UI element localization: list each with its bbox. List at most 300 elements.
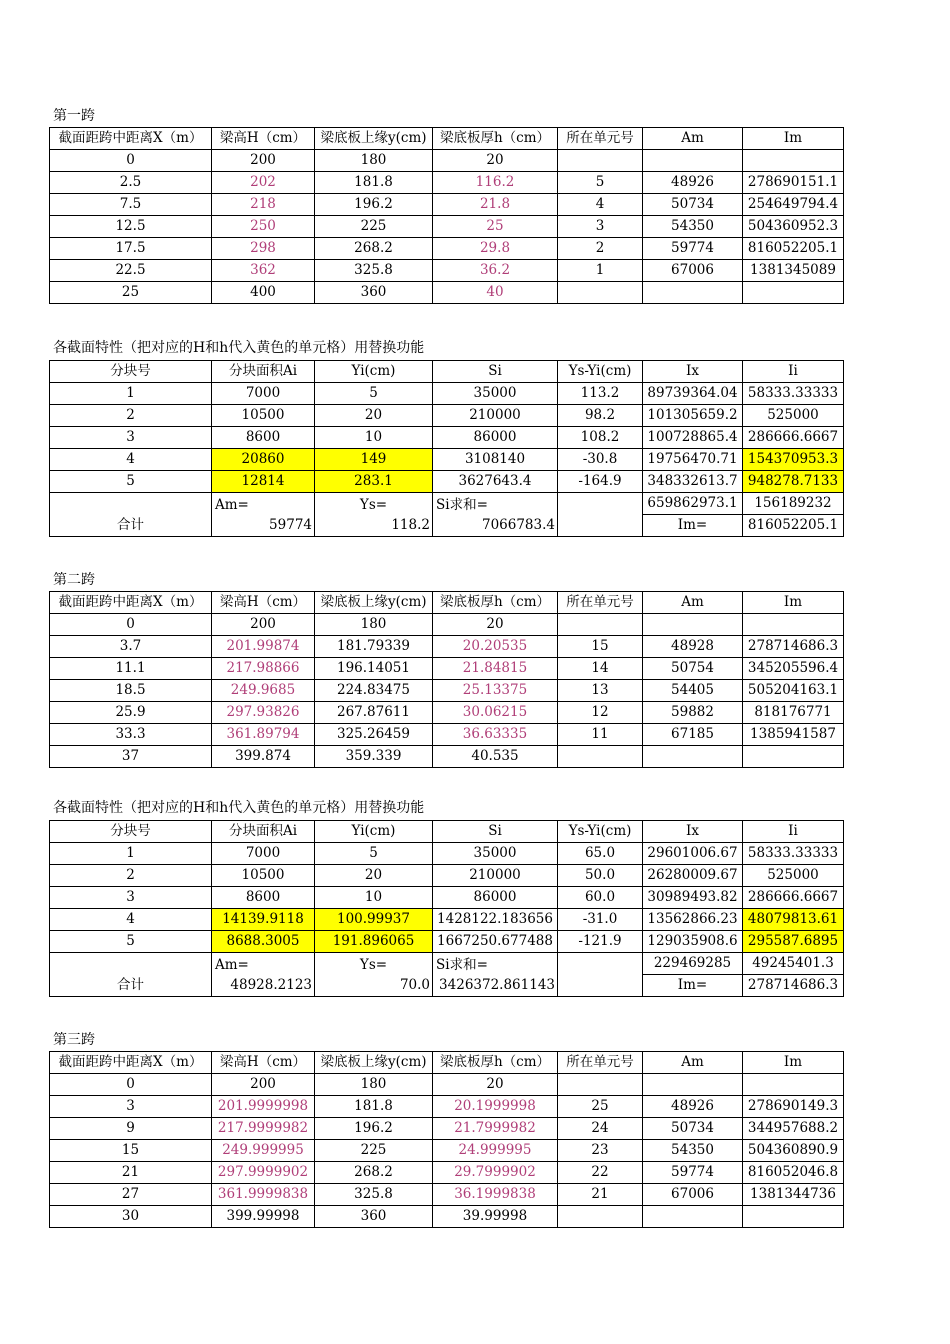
table-cell: 816052046.8 bbox=[743, 1162, 844, 1184]
table-cell: 361.89794 bbox=[212, 724, 315, 746]
table-cell: 20 bbox=[433, 614, 558, 636]
table-row bbox=[50, 680, 844, 702]
table-cell: 225 bbox=[315, 216, 433, 238]
table-cell: 21.84815 bbox=[433, 658, 558, 680]
table-cell: 54405 bbox=[643, 680, 743, 702]
table-cell: 2 bbox=[558, 238, 643, 260]
table-cell: 816052205.1 bbox=[743, 238, 844, 260]
header-cell: 分块面积Ai bbox=[212, 821, 315, 843]
table-cell: 59774 bbox=[643, 1162, 743, 1184]
header-cell: 截面距跨中距离X（m） bbox=[50, 1052, 212, 1074]
table-cell: 948278.7133 bbox=[743, 471, 844, 493]
table-cell: 210000 bbox=[433, 405, 558, 427]
table-cell: 286666.6667 bbox=[743, 427, 844, 449]
span1-section-caption: 各截面特性（把对应的H和h代入黄色的单元格）用替换功能 bbox=[53, 340, 425, 356]
table-cell: 108.2 bbox=[558, 427, 643, 449]
table-cell: 191.896065 bbox=[315, 931, 433, 953]
table-cell bbox=[558, 1074, 643, 1096]
table-cell: 254649794.4 bbox=[743, 194, 844, 216]
table-row bbox=[50, 238, 844, 260]
table-cell: 217.9999982 bbox=[212, 1118, 315, 1140]
table-cell: 50754 bbox=[643, 658, 743, 680]
table-cell: 196.2 bbox=[315, 1118, 433, 1140]
table-cell: 40.535 bbox=[433, 746, 558, 768]
table-row bbox=[50, 1118, 844, 1140]
table-row bbox=[50, 383, 844, 405]
table-cell bbox=[558, 746, 643, 768]
table-cell: 180 bbox=[315, 1074, 433, 1096]
table-cell: 325.8 bbox=[315, 260, 433, 282]
header-cell: Im bbox=[743, 592, 844, 614]
ii-sum: 49245401.3 bbox=[743, 953, 844, 975]
table-cell: -30.8 bbox=[558, 449, 643, 471]
table-cell: 818176771 bbox=[743, 702, 844, 724]
table-cell: 4 bbox=[50, 909, 212, 931]
table-cell: 48079813.61 bbox=[743, 909, 844, 931]
header-cell: 分块面积Ai bbox=[212, 361, 315, 383]
table-cell: 48926 bbox=[643, 1096, 743, 1118]
table-cell: 298 bbox=[212, 238, 315, 260]
table-cell: 36.2 bbox=[433, 260, 558, 282]
table-cell: 129035908.6 bbox=[643, 931, 743, 953]
table-cell: 3 bbox=[50, 427, 212, 449]
table-cell: 25.9 bbox=[50, 702, 212, 724]
im-label: Im= bbox=[643, 515, 743, 537]
table-cell: 12 bbox=[558, 702, 643, 724]
table-row bbox=[50, 1096, 844, 1118]
table-cell: 3.7 bbox=[50, 636, 212, 658]
span1-table bbox=[49, 127, 844, 304]
table-cell: 58333.33333 bbox=[743, 843, 844, 865]
table-cell: 67006 bbox=[643, 1184, 743, 1206]
ys-label: Ys= bbox=[359, 956, 388, 973]
table-cell: 218 bbox=[212, 194, 315, 216]
table-cell: 361.9999838 bbox=[212, 1184, 315, 1206]
table-cell: 217.98866 bbox=[212, 658, 315, 680]
header-cell: Am bbox=[643, 128, 743, 150]
header-cell: Ys-Yi(cm) bbox=[558, 821, 643, 843]
table-cell: 7000 bbox=[212, 383, 315, 405]
table-cell: 26280009.67 bbox=[643, 865, 743, 887]
ys-label: Ys= bbox=[359, 496, 388, 513]
table-cell: 30989493.82 bbox=[643, 887, 743, 909]
table-cell bbox=[643, 1074, 743, 1096]
table-cell: 113.2 bbox=[558, 383, 643, 405]
header-cell: Yi(cm) bbox=[315, 361, 433, 383]
im-value: 278714686.3 bbox=[743, 975, 844, 997]
header-cell: 截面距跨中距离X（m） bbox=[50, 128, 212, 150]
table-cell: 1667250.677488 bbox=[433, 931, 558, 953]
table-row bbox=[50, 887, 844, 909]
table-cell: 8688.3005 bbox=[212, 931, 315, 953]
header-cell: Ys-Yi(cm) bbox=[558, 361, 643, 383]
table-cell: 267.87611 bbox=[315, 702, 433, 724]
table-cell: -164.9 bbox=[558, 471, 643, 493]
table-cell: 5 bbox=[50, 471, 212, 493]
span2-table bbox=[49, 591, 844, 768]
span2-totals-row-a bbox=[50, 953, 844, 975]
table-cell: 286666.6667 bbox=[743, 887, 844, 909]
table-row bbox=[50, 1074, 844, 1096]
header-cell: Ix bbox=[643, 361, 743, 383]
table-cell: 400 bbox=[212, 282, 315, 304]
table-cell: 37 bbox=[50, 746, 212, 768]
table-cell: 25 bbox=[433, 216, 558, 238]
si-cell bbox=[433, 953, 558, 997]
table-row bbox=[50, 1206, 844, 1228]
empty-cell bbox=[558, 953, 643, 997]
table-cell: 200 bbox=[212, 614, 315, 636]
table-row bbox=[50, 865, 844, 887]
table-cell: 35000 bbox=[433, 383, 558, 405]
table-row bbox=[50, 427, 844, 449]
header-cell: Ii bbox=[743, 361, 844, 383]
table-cell: 10500 bbox=[212, 865, 315, 887]
table-cell: 249.999995 bbox=[212, 1140, 315, 1162]
table-row bbox=[50, 150, 844, 172]
table-cell: 154370953.3 bbox=[743, 449, 844, 471]
table-cell bbox=[558, 282, 643, 304]
table-cell: 23 bbox=[558, 1140, 643, 1162]
table-cell: 525000 bbox=[743, 865, 844, 887]
ys-cell bbox=[315, 953, 433, 997]
table-row bbox=[50, 282, 844, 304]
table-cell: 297.93826 bbox=[212, 702, 315, 724]
table-cell: 65.0 bbox=[558, 843, 643, 865]
table-row bbox=[50, 636, 844, 658]
table-cell bbox=[558, 614, 643, 636]
table-cell: 58333.33333 bbox=[743, 383, 844, 405]
table-cell: 1 bbox=[50, 383, 212, 405]
im-label: Im= bbox=[643, 975, 743, 997]
table-cell: 1 bbox=[558, 260, 643, 282]
table-cell bbox=[743, 1206, 844, 1228]
table-cell bbox=[643, 746, 743, 768]
header-cell: Am bbox=[643, 592, 743, 614]
header-cell: Ix bbox=[643, 821, 743, 843]
table-cell: 224.83475 bbox=[315, 680, 433, 702]
table-cell: 0 bbox=[50, 614, 212, 636]
table-cell: 5 bbox=[315, 383, 433, 405]
table-cell: 50.0 bbox=[558, 865, 643, 887]
table-cell: 25.13375 bbox=[433, 680, 558, 702]
header-cell: 梁底板上缘y(cm) bbox=[315, 128, 433, 150]
table-row bbox=[50, 724, 844, 746]
table-cell: 297.9999902 bbox=[212, 1162, 315, 1184]
table-cell: 5 bbox=[50, 931, 212, 953]
table-cell: 362 bbox=[212, 260, 315, 282]
table-cell: 196.2 bbox=[315, 194, 433, 216]
header-cell: 梁底板厚h（cm） bbox=[433, 128, 558, 150]
ys-value: 118.2 bbox=[391, 516, 430, 533]
ii-sum: 156189232 bbox=[743, 493, 844, 515]
table-row bbox=[50, 449, 844, 471]
table-cell: 21 bbox=[558, 1184, 643, 1206]
table-cell bbox=[643, 614, 743, 636]
table-cell: 359.339 bbox=[315, 746, 433, 768]
table-cell: 59774 bbox=[643, 238, 743, 260]
table-cell: 40 bbox=[433, 282, 558, 304]
table-cell: 505204163.1 bbox=[743, 680, 844, 702]
table-cell: 22.5 bbox=[50, 260, 212, 282]
header-cell: 分块号 bbox=[50, 361, 212, 383]
table-cell: 25 bbox=[50, 282, 212, 304]
header-cell: 所在单元号 bbox=[558, 1052, 643, 1074]
table-cell: 59882 bbox=[643, 702, 743, 724]
table-cell bbox=[643, 1206, 743, 1228]
header-cell: Im bbox=[743, 128, 844, 150]
ys-value: 70.0 bbox=[399, 976, 430, 993]
table-cell: 50734 bbox=[643, 1118, 743, 1140]
table-cell: 29.8 bbox=[433, 238, 558, 260]
table-cell: 22 bbox=[558, 1162, 643, 1184]
header-cell: 所在单元号 bbox=[558, 592, 643, 614]
header-cell: Am bbox=[643, 1052, 743, 1074]
table-cell: 8600 bbox=[212, 427, 315, 449]
table-cell: 201.9999998 bbox=[212, 1096, 315, 1118]
table-cell: 29601006.67 bbox=[643, 843, 743, 865]
table-cell: 11 bbox=[558, 724, 643, 746]
table-cell: 21.7999982 bbox=[433, 1118, 558, 1140]
header-cell: 梁底板厚h（cm） bbox=[433, 1052, 558, 1074]
table-cell bbox=[743, 746, 844, 768]
table-cell: 100728865.4 bbox=[643, 427, 743, 449]
span3-table bbox=[49, 1051, 844, 1228]
table-row bbox=[50, 702, 844, 724]
table-cell: 89739364.04 bbox=[643, 383, 743, 405]
span1-title: 第一跨 bbox=[53, 108, 95, 124]
table-cell: 86000 bbox=[433, 887, 558, 909]
header-cell: Si bbox=[433, 361, 558, 383]
am-cell bbox=[212, 953, 315, 997]
table-cell: 10 bbox=[315, 887, 433, 909]
table-cell bbox=[743, 614, 844, 636]
table-cell: 54350 bbox=[643, 216, 743, 238]
header-cell: 分块号 bbox=[50, 821, 212, 843]
table-cell: 33.3 bbox=[50, 724, 212, 746]
table-cell bbox=[643, 150, 743, 172]
table-cell: 48926 bbox=[643, 172, 743, 194]
table-cell: 10500 bbox=[212, 405, 315, 427]
total-label: 合计 bbox=[50, 493, 212, 537]
span3-header-row bbox=[50, 1052, 844, 1074]
table-row bbox=[50, 194, 844, 216]
table-cell: 25 bbox=[558, 1096, 643, 1118]
table-row bbox=[50, 1140, 844, 1162]
table-cell: 2 bbox=[50, 865, 212, 887]
table-row bbox=[50, 172, 844, 194]
table-cell: 101305659.2 bbox=[643, 405, 743, 427]
table-row bbox=[50, 909, 844, 931]
header-cell: Si bbox=[433, 821, 558, 843]
table-row bbox=[50, 931, 844, 953]
table-cell: 225 bbox=[315, 1140, 433, 1162]
table-cell: 20.20535 bbox=[433, 636, 558, 658]
si-label: Si求和= bbox=[436, 956, 488, 973]
table-cell: 181.79339 bbox=[315, 636, 433, 658]
table-cell bbox=[558, 150, 643, 172]
table-cell: 360 bbox=[315, 1206, 433, 1228]
table-cell: 67006 bbox=[643, 260, 743, 282]
table-cell: -31.0 bbox=[558, 909, 643, 931]
table-cell: 210000 bbox=[433, 865, 558, 887]
si-value: 7066783.4 bbox=[481, 516, 555, 533]
table-cell: 3 bbox=[50, 887, 212, 909]
table-cell: 11.1 bbox=[50, 658, 212, 680]
table-cell: 98.2 bbox=[558, 405, 643, 427]
table-cell: 278714686.3 bbox=[743, 636, 844, 658]
table-cell: 12.5 bbox=[50, 216, 212, 238]
table-cell: 10 bbox=[315, 427, 433, 449]
table-cell: 3108140 bbox=[433, 449, 558, 471]
table-cell: 201.99874 bbox=[212, 636, 315, 658]
header-cell: 梁高H（cm） bbox=[212, 128, 315, 150]
table-row bbox=[50, 614, 844, 636]
table-cell: 360 bbox=[315, 282, 433, 304]
table-row bbox=[50, 1184, 844, 1206]
table-cell bbox=[558, 1206, 643, 1228]
table-cell: 67185 bbox=[643, 724, 743, 746]
table-cell: 36.63335 bbox=[433, 724, 558, 746]
table-cell bbox=[643, 282, 743, 304]
table-cell: -121.9 bbox=[558, 931, 643, 953]
table-cell: 1381345089 bbox=[743, 260, 844, 282]
header-cell: Im bbox=[743, 1052, 844, 1074]
table-cell: 5 bbox=[558, 172, 643, 194]
span1-header-row bbox=[50, 128, 844, 150]
table-cell: 180 bbox=[315, 614, 433, 636]
table-row bbox=[50, 843, 844, 865]
table-cell: 345205596.4 bbox=[743, 658, 844, 680]
am-label: Am= bbox=[215, 956, 249, 973]
table-cell: 278690151.1 bbox=[743, 172, 844, 194]
header-cell: Yi(cm) bbox=[315, 821, 433, 843]
table-cell: 4 bbox=[558, 194, 643, 216]
table-cell: 3627643.4 bbox=[433, 471, 558, 493]
table-cell: 180 bbox=[315, 150, 433, 172]
table-cell: 325.8 bbox=[315, 1184, 433, 1206]
table-row bbox=[50, 658, 844, 680]
ix-sum: 659862973.1 bbox=[643, 493, 743, 515]
table-cell: 250 bbox=[212, 216, 315, 238]
table-cell: 1 bbox=[50, 843, 212, 865]
table-cell: 35000 bbox=[433, 843, 558, 865]
span1-props-table bbox=[49, 360, 844, 537]
header-cell: 所在单元号 bbox=[558, 128, 643, 150]
span3-title: 第三跨 bbox=[53, 1032, 95, 1048]
si-label: Si求和= bbox=[436, 496, 488, 513]
table-cell: 196.14051 bbox=[315, 658, 433, 680]
table-cell: 9 bbox=[50, 1118, 212, 1140]
table-cell: 348332613.7 bbox=[643, 471, 743, 493]
empty-cell bbox=[558, 493, 643, 537]
span2-title: 第二跨 bbox=[53, 572, 95, 588]
table-cell: 149 bbox=[315, 449, 433, 471]
table-cell: 181.8 bbox=[315, 172, 433, 194]
table-cell bbox=[743, 150, 844, 172]
table-cell: 20 bbox=[315, 865, 433, 887]
header-cell: 梁底板厚h（cm） bbox=[433, 592, 558, 614]
table-row bbox=[50, 746, 844, 768]
table-row bbox=[50, 1162, 844, 1184]
table-cell: 4 bbox=[50, 449, 212, 471]
table-cell: 504360952.3 bbox=[743, 216, 844, 238]
span2-props-table bbox=[49, 820, 844, 997]
table-cell: 30.06215 bbox=[433, 702, 558, 724]
table-cell: 3 bbox=[558, 216, 643, 238]
table-cell: 39.99998 bbox=[433, 1206, 558, 1228]
header-cell: 截面距跨中距离X（m） bbox=[50, 592, 212, 614]
table-cell: 295587.6895 bbox=[743, 931, 844, 953]
am-label: Am= bbox=[215, 496, 249, 513]
table-cell: 17.5 bbox=[50, 238, 212, 260]
table-cell bbox=[743, 282, 844, 304]
table-cell: 3 bbox=[50, 1096, 212, 1118]
table-cell: 14 bbox=[558, 658, 643, 680]
am-cell bbox=[212, 493, 315, 537]
table-row bbox=[50, 405, 844, 427]
table-cell: 8600 bbox=[212, 887, 315, 909]
table-row bbox=[50, 216, 844, 238]
header-cell: Ii bbox=[743, 821, 844, 843]
table-cell: 15 bbox=[50, 1140, 212, 1162]
table-cell: 202 bbox=[212, 172, 315, 194]
table-cell: 116.2 bbox=[433, 172, 558, 194]
table-row bbox=[50, 260, 844, 282]
table-cell: 20 bbox=[433, 150, 558, 172]
table-cell: 12814 bbox=[212, 471, 315, 493]
table-cell: 2 bbox=[50, 405, 212, 427]
table-cell bbox=[743, 1074, 844, 1096]
span2-header-row bbox=[50, 592, 844, 614]
table-cell: 7000 bbox=[212, 843, 315, 865]
table-cell: 1385941587 bbox=[743, 724, 844, 746]
table-cell: 200 bbox=[212, 150, 315, 172]
span1-totals-row-a bbox=[50, 493, 844, 515]
table-cell: 268.2 bbox=[315, 238, 433, 260]
table-cell: 15 bbox=[558, 636, 643, 658]
table-row bbox=[50, 471, 844, 493]
table-cell: 100.99937 bbox=[315, 909, 433, 931]
table-cell: 2.5 bbox=[50, 172, 212, 194]
table-cell: 1381344736 bbox=[743, 1184, 844, 1206]
table-cell: 13562866.23 bbox=[643, 909, 743, 931]
span2-section-caption: 各截面特性（把对应的H和h代入黄色的单元格）用替换功能 bbox=[53, 800, 425, 816]
table-cell: 399.874 bbox=[212, 746, 315, 768]
table-cell: 0 bbox=[50, 150, 212, 172]
table-cell: 24.999995 bbox=[433, 1140, 558, 1162]
header-cell: 梁高H（cm） bbox=[212, 1052, 315, 1074]
ix-sum: 229469285 bbox=[643, 953, 743, 975]
table-cell: 7.5 bbox=[50, 194, 212, 216]
table-cell: 504360890.9 bbox=[743, 1140, 844, 1162]
header-cell: 梁底板上缘y(cm) bbox=[315, 1052, 433, 1074]
header-cell: 梁底板上缘y(cm) bbox=[315, 592, 433, 614]
table-cell: 278690149.3 bbox=[743, 1096, 844, 1118]
si-cell bbox=[433, 493, 558, 537]
table-cell: 21 bbox=[50, 1162, 212, 1184]
table-cell: 18.5 bbox=[50, 680, 212, 702]
table-cell: 27 bbox=[50, 1184, 212, 1206]
table-cell: 21.8 bbox=[433, 194, 558, 216]
table-cell: 20 bbox=[433, 1074, 558, 1096]
span2-props-header-row bbox=[50, 821, 844, 843]
table-cell: 54350 bbox=[643, 1140, 743, 1162]
table-cell: 20860 bbox=[212, 449, 315, 471]
am-value: 48928.2123 bbox=[230, 976, 312, 993]
table-cell: 14139.9118 bbox=[212, 909, 315, 931]
table-cell: 86000 bbox=[433, 427, 558, 449]
